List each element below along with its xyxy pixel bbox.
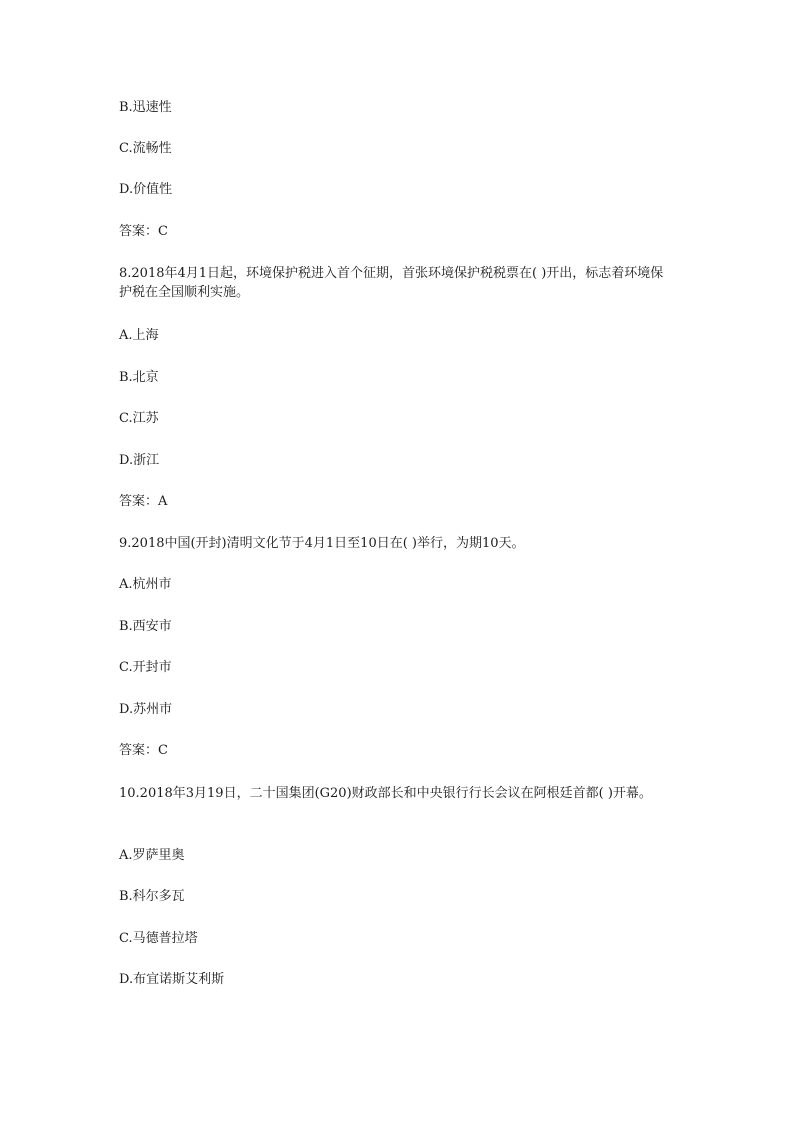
q9-answer: 答案：C	[119, 743, 168, 758]
q10-option-b: B.科尔多瓦	[119, 889, 185, 904]
q10-option-a: A.罗萨里奥	[119, 848, 185, 863]
q8-option-b: B.北京	[119, 370, 159, 385]
q10-option-c: C.马德普拉塔	[119, 931, 198, 946]
q7-option-d: D.价值性	[119, 182, 173, 197]
q7-option-c: C.流畅性	[119, 141, 172, 156]
q8-answer: 答案：A	[119, 494, 168, 509]
q8-question: 8.2018年4月1日起，环境保护税进入首个征期，首张环境保护税税票在( )开出，标志着环境保护税在全国顺利实施。	[119, 266, 664, 300]
q9-option-b: B.西安市	[119, 619, 172, 634]
q8-option-a: A.上海	[119, 328, 159, 343]
q8-option-d: D.浙江	[119, 453, 160, 468]
q9-question: 9.2018中国(开封)清明文化节于4月1日至10日在( )举行，为期10天。	[119, 536, 525, 551]
q9-option-c: C.开封市	[119, 660, 172, 675]
q9-option-d: D.苏州市	[119, 702, 173, 717]
q7-answer: 答案：C	[119, 224, 168, 239]
q9-option-a: A.杭州市	[119, 577, 172, 592]
q7-option-b: B.迅速性	[119, 100, 172, 115]
q8-option-c: C.江苏	[119, 411, 159, 426]
q10-option-d: D.布宜诺斯艾利斯	[119, 972, 225, 987]
q10-question: 10.2018年3月19日，二十国集团(G20)财政部长和中央银行行长会议在阿根廷首都( )开幕。	[119, 786, 652, 801]
